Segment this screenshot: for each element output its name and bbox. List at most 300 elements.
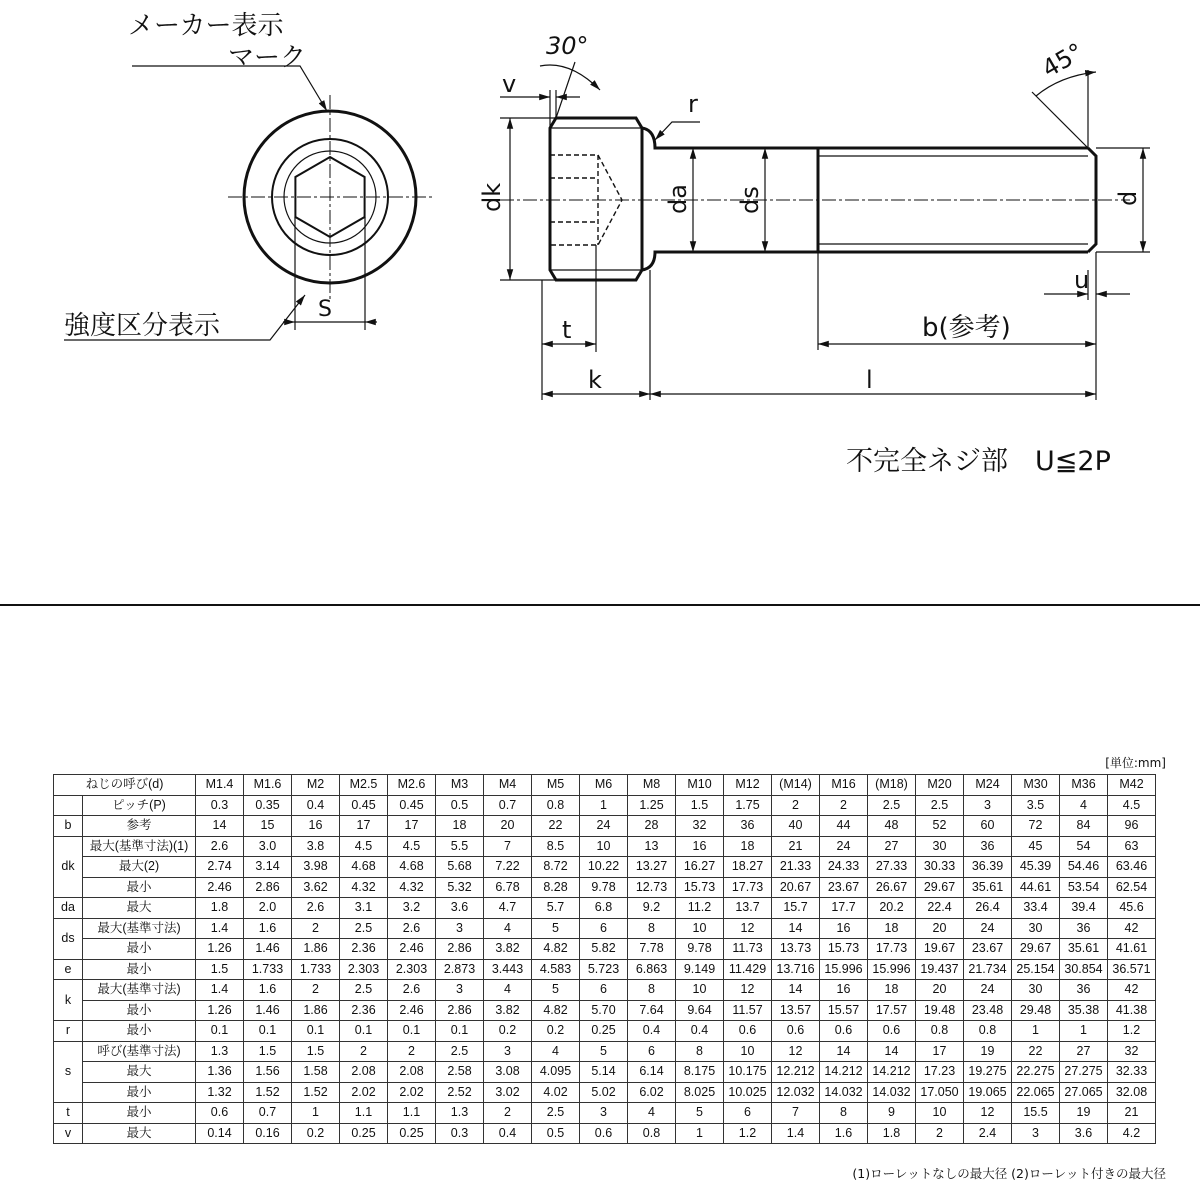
row-item: 最大 — [83, 898, 196, 919]
ds-dimension-label: ds — [736, 186, 764, 214]
table-cell: 4.68 — [388, 857, 436, 878]
table-cell: 24 — [820, 836, 868, 857]
table-cell: 2.86 — [436, 939, 484, 960]
table-cell: 2.6 — [388, 980, 436, 1001]
table-cell: 2 — [340, 1041, 388, 1062]
table-cell: 27.065 — [1060, 1082, 1108, 1103]
row-item: 呼び(基準寸法) — [83, 1041, 196, 1062]
dimension-table-body — [54, 775, 1156, 1144]
table-cell: 3.62 — [292, 877, 340, 898]
incomplete-thread-note: 不完全ネジ部 U≦2P — [846, 446, 1111, 477]
table-cell: 3 — [964, 795, 1012, 816]
table-cell: 2.6 — [292, 898, 340, 919]
table-cell: 0.4 — [628, 1021, 676, 1042]
table-cell: 29.67 — [1012, 939, 1060, 960]
dimension-table — [53, 774, 1156, 1144]
table-row — [54, 1000, 1156, 1021]
table-cell: 2 — [820, 795, 868, 816]
table-cell: 24 — [964, 980, 1012, 1001]
table-cell: 14.032 — [868, 1082, 916, 1103]
header-size: M10 — [676, 775, 724, 796]
table-cell: 1 — [1060, 1021, 1108, 1042]
table-cell: 1.75 — [724, 795, 772, 816]
table-row — [54, 1103, 1156, 1124]
side-view — [500, 118, 1130, 280]
table-cell: 6.8 — [580, 898, 628, 919]
header-size: M2 — [292, 775, 340, 796]
table-cell: 8 — [628, 980, 676, 1001]
table-cell: 0.1 — [196, 1021, 244, 1042]
k-dimension-label: k — [588, 366, 602, 394]
table-cell: 4.5 — [1108, 795, 1156, 816]
table-cell: 3 — [436, 918, 484, 939]
table-cell: 11.2 — [676, 898, 724, 919]
table-cell: 0.6 — [772, 1021, 820, 1042]
table-cell: 1.1 — [388, 1103, 436, 1124]
table-cell: 24.33 — [820, 857, 868, 878]
table-cell: 22.4 — [916, 898, 964, 919]
row-item: 最小 — [83, 877, 196, 898]
table-cell: 4.32 — [388, 877, 436, 898]
table-cell: 8.175 — [676, 1062, 724, 1083]
table-cell: 1.8 — [196, 898, 244, 919]
table-cell: 22.275 — [1012, 1062, 1060, 1083]
table-cell: 16 — [292, 816, 340, 837]
table-cell: 6 — [580, 918, 628, 939]
table-cell: 4 — [484, 980, 532, 1001]
table-cell: 3.443 — [484, 959, 532, 980]
table-cell: 20 — [916, 980, 964, 1001]
table-cell: 23.48 — [964, 1000, 1012, 1021]
table-cell: 26.67 — [868, 877, 916, 898]
row-symbol: r — [54, 1021, 83, 1042]
b-dimension-label: b(参考) — [922, 313, 1011, 343]
table-cell: 48 — [868, 816, 916, 837]
table-cell: 1.25 — [628, 795, 676, 816]
table-cell: 23.67 — [964, 939, 1012, 960]
table-cell: 3.08 — [484, 1062, 532, 1083]
table-cell: 1.6 — [820, 1123, 868, 1144]
table-cell: 21.33 — [772, 857, 820, 878]
table-cell: 13.73 — [772, 939, 820, 960]
maker-mark-label-line1: メーカー表示 — [128, 11, 284, 41]
table-cell: 44 — [820, 816, 868, 837]
table-row — [54, 959, 1156, 980]
header-size: M2.5 — [340, 775, 388, 796]
table-cell: 3.82 — [484, 939, 532, 960]
table-cell: 1.32 — [196, 1082, 244, 1103]
table-cell: 5.7 — [532, 898, 580, 919]
table-cell: 5 — [580, 1041, 628, 1062]
table-cell: 18.27 — [724, 857, 772, 878]
table-cell: 1.1 — [340, 1103, 388, 1124]
table-cell: 16 — [820, 980, 868, 1001]
table-cell: 8.5 — [532, 836, 580, 857]
table-cell: 19.275 — [964, 1062, 1012, 1083]
table-cell: 2.08 — [340, 1062, 388, 1083]
table-cell: 0.6 — [724, 1021, 772, 1042]
table-cell: 1.46 — [244, 939, 292, 960]
table-cell: 12 — [964, 1103, 1012, 1124]
table-cell: 18 — [868, 918, 916, 939]
table-cell: 27.33 — [868, 857, 916, 878]
table-cell: 17.73 — [868, 939, 916, 960]
table-cell: 30.33 — [916, 857, 964, 878]
table-cell: 22 — [1012, 1041, 1060, 1062]
row-item: 最大(基準寸法) — [83, 918, 196, 939]
table-cell: 15.996 — [868, 959, 916, 980]
row-item: 最小 — [83, 939, 196, 960]
table-cell: 63.46 — [1108, 857, 1156, 878]
table-cell: 2.6 — [388, 918, 436, 939]
table-cell: 11.429 — [724, 959, 772, 980]
table-cell: 2 — [292, 980, 340, 1001]
table-cell: 5 — [676, 1103, 724, 1124]
table-cell: 3 — [1012, 1123, 1060, 1144]
table-row — [54, 1041, 1156, 1062]
table-cell: 72 — [1012, 816, 1060, 837]
table-cell: 16 — [820, 918, 868, 939]
table-cell: 0.25 — [340, 1123, 388, 1144]
table-cell: 14 — [772, 980, 820, 1001]
row-symbol: e — [54, 959, 83, 980]
table-cell: 13.57 — [772, 1000, 820, 1021]
table-cell: 0.14 — [196, 1123, 244, 1144]
table-cell: 0.1 — [388, 1021, 436, 1042]
table-cell: 0.1 — [292, 1021, 340, 1042]
table-row — [54, 898, 1156, 919]
table-cell: 7.64 — [628, 1000, 676, 1021]
table-cell: 11.73 — [724, 939, 772, 960]
table-cell: 6.78 — [484, 877, 532, 898]
table-cell: 3.14 — [244, 857, 292, 878]
table-cell: 0.1 — [340, 1021, 388, 1042]
table-cell: 8 — [820, 1103, 868, 1124]
row-item: 最小 — [83, 959, 196, 980]
table-cell: 29.48 — [1012, 1000, 1060, 1021]
table-cell: 8 — [676, 1041, 724, 1062]
table-cell: 3.5 — [1012, 795, 1060, 816]
row-symbol: t — [54, 1103, 83, 1124]
table-cell: 12 — [772, 1041, 820, 1062]
table-cell: 11.57 — [724, 1000, 772, 1021]
table-cell: 2.02 — [388, 1082, 436, 1103]
table-cell: 18 — [868, 980, 916, 1001]
table-row — [54, 980, 1156, 1001]
table-cell: 36.571 — [1108, 959, 1156, 980]
table-cell: 4 — [484, 918, 532, 939]
table-cell: 42 — [1108, 918, 1156, 939]
header-size: (M18) — [868, 775, 916, 796]
table-cell: 1.4 — [196, 980, 244, 1001]
row-item: 最小 — [83, 1082, 196, 1103]
table-cell: 53.54 — [1060, 877, 1108, 898]
table-cell: 0.6 — [868, 1021, 916, 1042]
table-cell: 15.73 — [676, 877, 724, 898]
table-cell: 0.4 — [292, 795, 340, 816]
table-cell: 5.82 — [580, 939, 628, 960]
table-cell: 1.3 — [196, 1041, 244, 1062]
table-cell: 6 — [628, 1041, 676, 1062]
table-cell: 1.26 — [196, 1000, 244, 1021]
table-cell: 2.08 — [388, 1062, 436, 1083]
table-cell: 0.4 — [484, 1123, 532, 1144]
table-cell: 7 — [772, 1103, 820, 1124]
table-cell: 5.70 — [580, 1000, 628, 1021]
table-cell: 10 — [676, 980, 724, 1001]
header-size: M16 — [820, 775, 868, 796]
table-cell: 1.26 — [196, 939, 244, 960]
u-dimension-label: u — [1074, 266, 1090, 294]
row-item: 最大(基準寸法) — [83, 980, 196, 1001]
table-cell: 1.2 — [1108, 1021, 1156, 1042]
table-cell: 1.52 — [292, 1082, 340, 1103]
table-cell: 27 — [868, 836, 916, 857]
table-cell: 0.1 — [436, 1021, 484, 1042]
row-symbol: b — [54, 816, 83, 837]
row-item: 最小 — [83, 1021, 196, 1042]
table-cell: 0.6 — [580, 1123, 628, 1144]
row-symbol: v — [54, 1123, 83, 1144]
table-cell: 8.28 — [532, 877, 580, 898]
table-cell: 30 — [1012, 980, 1060, 1001]
table-cell: 19.48 — [916, 1000, 964, 1021]
table-cell: 14.212 — [820, 1062, 868, 1083]
table-row — [54, 816, 1156, 837]
table-cell: 6.863 — [628, 959, 676, 980]
table-cell: 0.2 — [292, 1123, 340, 1144]
header-size: M36 — [1060, 775, 1108, 796]
table-cell: 2.52 — [436, 1082, 484, 1103]
table-cell: 1.5 — [676, 795, 724, 816]
table-cell: 6.02 — [628, 1082, 676, 1103]
table-cell: 3.8 — [292, 836, 340, 857]
table-cell: 4 — [628, 1103, 676, 1124]
table-cell: 2.303 — [388, 959, 436, 980]
table-cell: 2 — [484, 1103, 532, 1124]
table-cell: 9 — [868, 1103, 916, 1124]
table-cell: 54 — [1060, 836, 1108, 857]
table-cell: 60 — [964, 816, 1012, 837]
table-cell: 2.36 — [340, 1000, 388, 1021]
table-cell: 10.22 — [580, 857, 628, 878]
table-cell: 4 — [532, 1041, 580, 1062]
table-cell: 0.35 — [244, 795, 292, 816]
table-cell: 1 — [676, 1123, 724, 1144]
table-cell: 17 — [388, 816, 436, 837]
table-header-row — [54, 775, 1156, 796]
table-cell: 4.02 — [532, 1082, 580, 1103]
table-cell: 7 — [484, 836, 532, 857]
table-cell: 10 — [724, 1041, 772, 1062]
table-cell: 36.39 — [964, 857, 1012, 878]
table-cell: 17 — [340, 816, 388, 837]
table-row — [54, 795, 1156, 816]
table-cell: 3.2 — [388, 898, 436, 919]
table-cell: 4.82 — [532, 939, 580, 960]
table-cell: 5.723 — [580, 959, 628, 980]
table-row — [54, 1021, 1156, 1042]
table-cell: 0.25 — [580, 1021, 628, 1042]
table-cell: 0.6 — [820, 1021, 868, 1042]
header-size: M30 — [1012, 775, 1060, 796]
table-cell: 22 — [532, 816, 580, 837]
row-item: ピッチ(P) — [83, 795, 196, 816]
table-cell: 2.5 — [868, 795, 916, 816]
table-cell: 5.02 — [580, 1082, 628, 1103]
table-cell: 4 — [1060, 795, 1108, 816]
table-cell: 17 — [916, 1041, 964, 1062]
table-cell: 36 — [964, 836, 1012, 857]
table-cell: 0.45 — [388, 795, 436, 816]
table-cell: 15.5 — [1012, 1103, 1060, 1124]
table-cell: 3.6 — [436, 898, 484, 919]
table-cell: 2.5 — [916, 795, 964, 816]
table-cell: 0.7 — [244, 1103, 292, 1124]
table-cell: 10.025 — [724, 1082, 772, 1103]
table-cell: 14.212 — [868, 1062, 916, 1083]
table-cell: 1.36 — [196, 1062, 244, 1083]
table-cell: 0.25 — [388, 1123, 436, 1144]
table-cell: 2.74 — [196, 857, 244, 878]
table-cell: 2.86 — [244, 877, 292, 898]
table-row — [54, 939, 1156, 960]
table-cell: 1.6 — [244, 980, 292, 1001]
table-cell: 2.0 — [244, 898, 292, 919]
table-cell: 30.854 — [1060, 959, 1108, 980]
table-cell: 19 — [1060, 1103, 1108, 1124]
table-cell: 13.27 — [628, 857, 676, 878]
table-cell: 4.5 — [388, 836, 436, 857]
table-cell: 40 — [772, 816, 820, 837]
table-cell: 1.3 — [436, 1103, 484, 1124]
table-cell: 36 — [1060, 980, 1108, 1001]
table-cell: 28 — [628, 816, 676, 837]
table-cell: 14 — [196, 816, 244, 837]
strength-mark-label: 強度区分表示 — [64, 311, 221, 341]
table-cell: 20 — [484, 816, 532, 837]
table-cell: 12.032 — [772, 1082, 820, 1103]
table-cell: 45.39 — [1012, 857, 1060, 878]
table-cell: 62.54 — [1108, 877, 1156, 898]
table-cell: 4.32 — [340, 877, 388, 898]
table-cell: 30 — [1012, 918, 1060, 939]
table-cell: 96 — [1108, 816, 1156, 837]
table-cell: 9.78 — [580, 877, 628, 898]
table-cell: 12.212 — [772, 1062, 820, 1083]
table-cell: 26.4 — [964, 898, 1012, 919]
table-cell: 2.36 — [340, 939, 388, 960]
table-cell: 25.154 — [1012, 959, 1060, 980]
table-cell: 3.0 — [244, 836, 292, 857]
table-cell: 0.4 — [676, 1021, 724, 1042]
row-item: 最大 — [83, 1062, 196, 1083]
table-cell: 1.6 — [244, 918, 292, 939]
table-cell: 35.61 — [964, 877, 1012, 898]
row-item: 最大 — [83, 1123, 196, 1144]
table-cell: 29.67 — [916, 877, 964, 898]
angle-45-label: 45° — [1037, 37, 1089, 84]
table-cell: 4.095 — [532, 1062, 580, 1083]
table-cell: 45.6 — [1108, 898, 1156, 919]
table-cell: 27.275 — [1060, 1062, 1108, 1083]
table-cell: 3 — [436, 980, 484, 1001]
table-cell: 17.7 — [820, 898, 868, 919]
table-row — [54, 836, 1156, 857]
r-dimension-label: r — [688, 90, 698, 118]
table-cell: 5.14 — [580, 1062, 628, 1083]
table-cell: 36 — [724, 816, 772, 837]
table-cell: 23.67 — [820, 877, 868, 898]
table-cell: 6 — [580, 980, 628, 1001]
table-cell: 0.45 — [340, 795, 388, 816]
table-cell: 0.2 — [484, 1021, 532, 1042]
l-dimension-label: l — [866, 366, 873, 394]
table-cell: 0.16 — [244, 1123, 292, 1144]
table-cell: 1.733 — [292, 959, 340, 980]
table-cell: 39.4 — [1060, 898, 1108, 919]
table-cell: 2 — [916, 1123, 964, 1144]
row-symbol: s — [54, 1041, 83, 1103]
table-cell: 19.67 — [916, 939, 964, 960]
table-cell: 15 — [244, 816, 292, 837]
table-cell: 9.2 — [628, 898, 676, 919]
table-cell: 3.98 — [292, 857, 340, 878]
row-item: 最小 — [83, 1103, 196, 1124]
table-cell: 2.5 — [532, 1103, 580, 1124]
header-size: M12 — [724, 775, 772, 796]
table-cell: 0.5 — [436, 795, 484, 816]
table-cell: 2.5 — [436, 1041, 484, 1062]
table-cell: 3.1 — [340, 898, 388, 919]
table-cell: 32.08 — [1108, 1082, 1156, 1103]
table-cell: 7.78 — [628, 939, 676, 960]
table-cell: 17.57 — [868, 1000, 916, 1021]
table-cell: 24 — [964, 918, 1012, 939]
table-cell: 1.86 — [292, 1000, 340, 1021]
table-cell: 0.8 — [964, 1021, 1012, 1042]
table-cell: 17.73 — [724, 877, 772, 898]
table-cell: 32 — [1108, 1041, 1156, 1062]
table-cell: 5.68 — [436, 857, 484, 878]
table-cell: 5 — [532, 980, 580, 1001]
table-cell: 2 — [388, 1041, 436, 1062]
header-size: (M14) — [772, 775, 820, 796]
table-row — [54, 918, 1156, 939]
v-dimension-label: v — [502, 70, 517, 98]
table-cell: 41.61 — [1108, 939, 1156, 960]
header-size: M8 — [628, 775, 676, 796]
header-size: M2.6 — [388, 775, 436, 796]
row-symbol: da — [54, 898, 83, 919]
table-cell: 1.733 — [244, 959, 292, 980]
table-cell: 2.46 — [196, 877, 244, 898]
table-cell: 9.149 — [676, 959, 724, 980]
bolt-technical-drawing — [0, 0, 1200, 520]
table-cell: 10.175 — [724, 1062, 772, 1083]
table-cell: 3.6 — [1060, 1123, 1108, 1144]
table-cell: 0.8 — [916, 1021, 964, 1042]
table-cell: 2.58 — [436, 1062, 484, 1083]
table-cell: 16.27 — [676, 857, 724, 878]
table-cell: 12 — [724, 918, 772, 939]
table-cell: 3 — [580, 1103, 628, 1124]
table-cell: 4.82 — [532, 1000, 580, 1021]
table-cell: 17.23 — [916, 1062, 964, 1083]
table-row — [54, 1082, 1156, 1103]
table-cell: 14 — [820, 1041, 868, 1062]
table-cell: 52 — [916, 816, 964, 837]
